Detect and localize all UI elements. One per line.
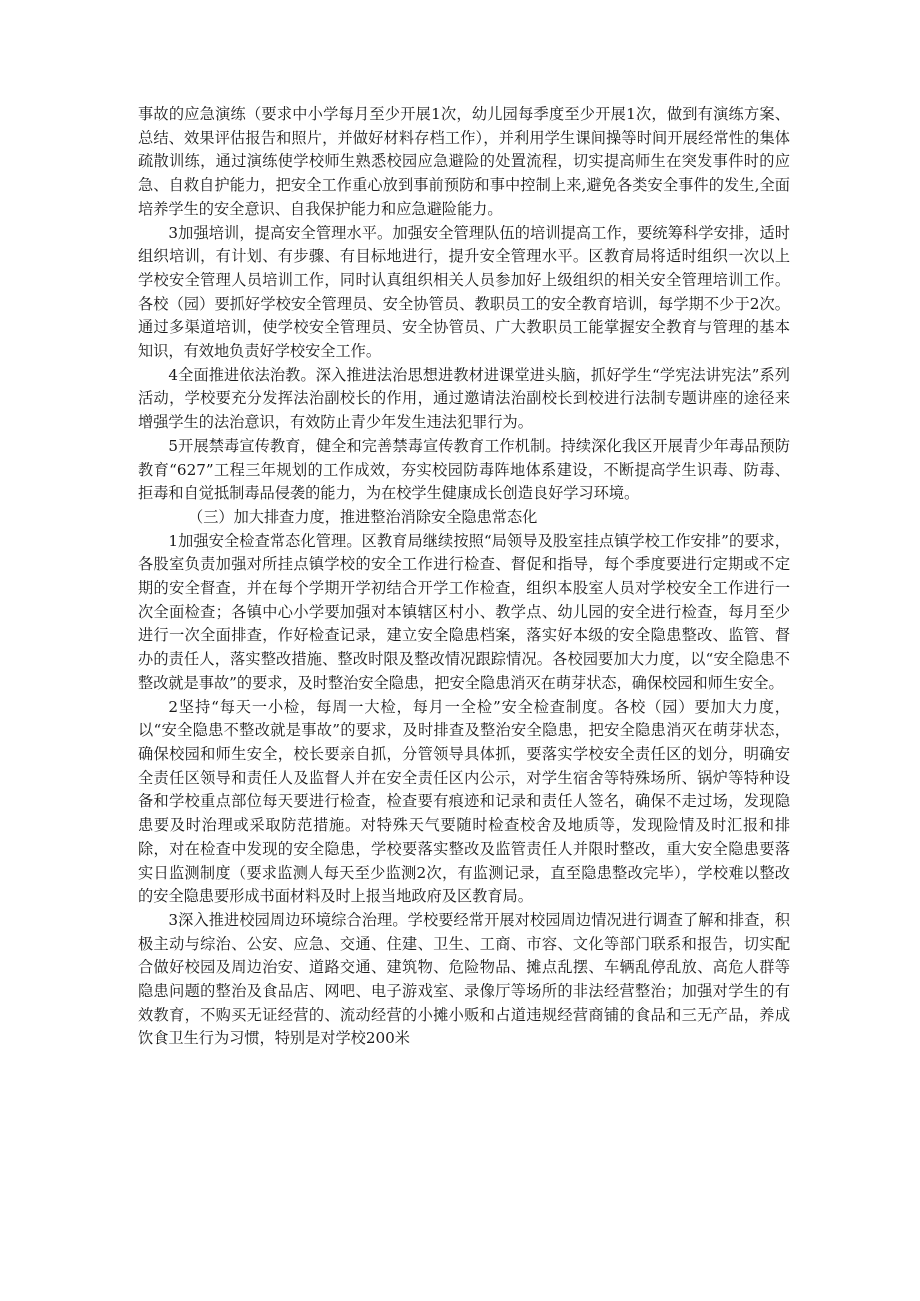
paragraph-anti-drug: 5开展禁毒宣传教育，健全和完善禁毒宣传教育工作机制。持续深化我区开展青少年毒品预防教育“627”工程三年规划的工作成效，夯实校园防毒阵地体系建设，不断提高学生识毒、防毒、拒毒和自觉抵制毒品侵袭的能力，为在校学生健康成长创造良好学习环境。 bbox=[138, 436, 790, 503]
paragraph-campus-environment: 3深入推进校园周边环境综合治理。学校要经常开展对校园周边情况进行调查了解和排查，积极主动与综治、公安、应急、交通、住建、卫生、工商、市容、文化等部门联系和报告，切实配合做好校园及周边治安、道路交通、建筑物、危险物品、摊点乱摆、车辆乱停乱放、高危人群等隐患问题的整治及食品店、网吧、电子游戏室、录像厅等场所的非法经营整治；加强对学生的有效教育，不购买无证经营的、流动经营的小摊小贩和占道违规经营商铺的食品和三无产品，养成饮食卫生行为习惯，特别是对学校200米 bbox=[138, 910, 790, 1048]
paragraph-rule-of-law: 4全面推进依法治教。深入推进法治思想进教材进课堂进头脑，抓好学生“学宪法讲宪法”系列活动，学校要充分发挥法治副校长的作用，通过邀请法治副校长到校进行法制专题讲座的途径来增强学生的法治意识，有效防止青少年发生违法犯罪行为。 bbox=[138, 365, 790, 432]
paragraph-drill-continuation: 事故的应急演练（要求中小学每月至少开展1次，幼儿园每季度至少开展1次，做到有演练方案、总结、效果评估报告和照片，并做好材料存档工作），并利用学生课间操等时间开展经常性的集体疏散训练，通过演练使学校师生熟悉校园应急避险的处置流程，切实提高师生在突发事件时的应急、自救自护能力，把安全工作重心放到事前预防和事中控制上来,避免各类安全事件的发生,全面培养学生的安全意识、自我保护能力和应急避险能力。 bbox=[138, 105, 790, 218]
paragraph-training: 3加强培训，提高安全管理水平。加强安全管理队伍的培训提高工作，要统筹科学安排，适时组织培训，有计划、有步骤、有目标地进行，提升安全管理水平。区教育局将适时组织一次以上学校安全管理人员培训工作，同时认真组织相关人员参加好上级组织的相关安全管理培训工作。各校（园）要抓好学校安全管理员、安全协管员、教职员工的安全教育培训，每学期不少于2次。通过多渠道培训，使学校安全管理员、安全协管员、广大教职员工能掌握安全教育与管理的基本知识，有效地负责好学校安全工作。 bbox=[138, 223, 790, 361]
section-heading: （三）加大排查力度，推进整治消除安全隐患常态化 bbox=[188, 507, 538, 526]
document-page bbox=[138, 103, 790, 1051]
paragraph-inspection-system: 2坚持“每天一小检，每周一大检，每月一全检”安全检查制度。各校（园）要加大力度，以“安全隐患不整改就是事故”的要求，及时排查及整治安全隐患，把安全隐患消灭在萌芽状态，确保校园和师生安全，校长要亲自抓，分管领导具体抓，要落实学校安全责任区的划分，明确安全责任区领导和责任人及监督人并在安全责任区内公示，对学生宿舍等特殊场所、锅炉等特种设备和学校重点部位每天要进行检查，检查要有痕迹和记录和责任人签名，确保不走过场，发现隐患要及时治理或采取防范措施。对特殊天气要随时检查校舍及地质等，发现险情及时汇报和排除，对在检查中发现的安全隐患，学校要落实整改及监管责任人并限时整改，重大安全隐患要落实日监测制度（要求监测人每天至少监测2次，有监测记录，直至隐患整改完毕），学校难以整改的安全隐患要形成书面材料及时上报当地政府及区教育局。 bbox=[138, 697, 790, 906]
paragraph-safety-inspection: 1加强安全检查常态化管理。区教育局继续按照“局领导及股室挂点镇学校工作安排”的要求，各股室负责加强对所挂点镇学校的安全工作进行检查、督促和指导，每个季度要进行定期或不定期的安全督查，并在每个学期开学初结合开学工作检查，组织本股室人员对学校安全工作进行一次全面检查；各镇中心小学要加强对本镇辖区村小、教学点、幼儿园的安全进行检查，每月至少进行一次全面排查，作好检查记录，建立安全隐患档案，落实好本级的安全隐患整改、监管、督办的责任人，落实整改措施、整改时限及整改情况跟踪情况。各校园要加大力度，以“安全隐患不整改就是事故”的要求，及时整治安全隐患，把安全隐患消灭在萌芽状态，确保校园和师生安全。 bbox=[138, 531, 790, 692]
